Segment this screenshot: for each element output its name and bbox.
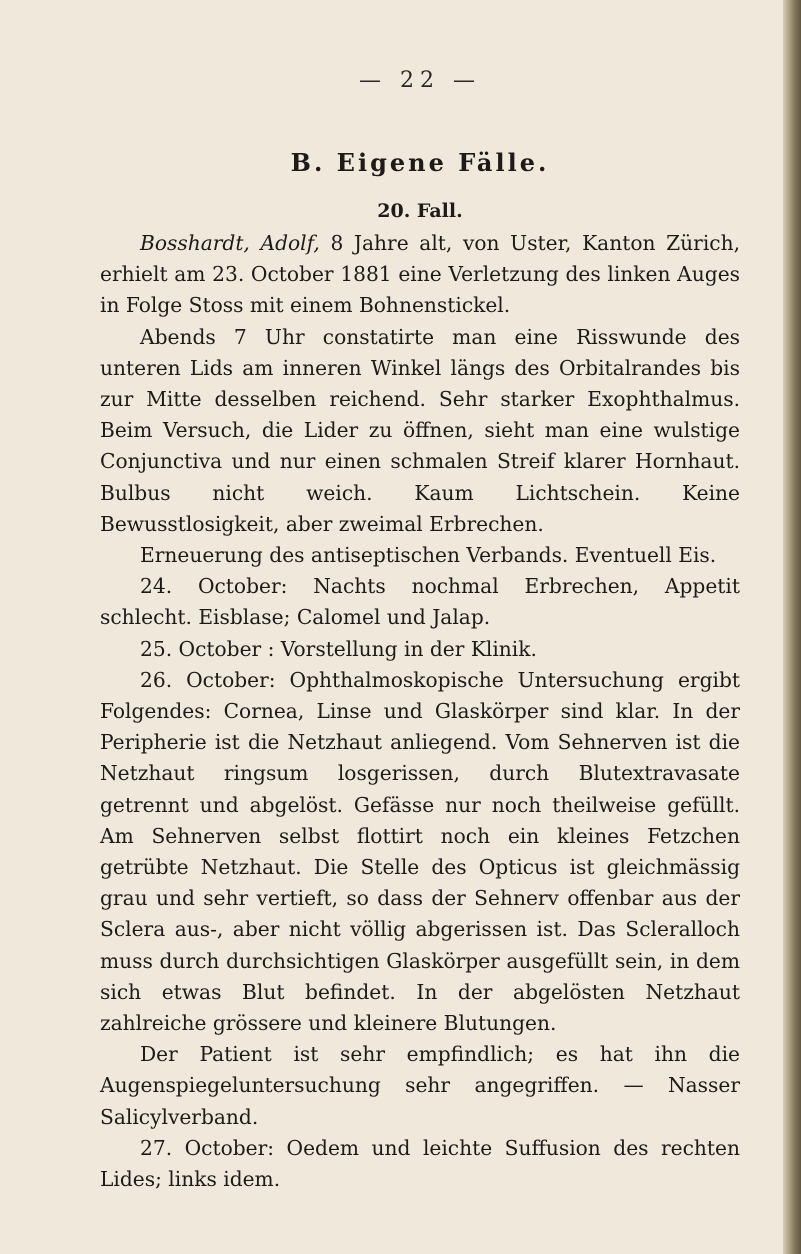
page-edge <box>783 0 801 1254</box>
paragraph-findings: Abends 7 Uhr constatirte man eine Risswunde des unteren Lids am inneren Winkel längs des Orbitalrandes bis zur Mitte desselben reichend. Sehr starker Exophthalmus. Beim Versuch, die Lider zu öffnen, sieht man eine wulstige Conjunctiva und nur einen schmalen Streif klarer Hornhaut. Bulbus nicht weich. Kaum Lichtschein. Keine Bewusstlosigkeit, aber zweimal Erbrechen. <box>100 324 740 536</box>
patient-surname: Bosshardt, <box>140 231 250 255</box>
patient-firstname: Adolf, <box>260 231 320 255</box>
page-number: — 22 — <box>359 68 481 93</box>
paragraph-patient: Der Patient ist sehr empfindlich; es hat ihn die Augenspiegeluntersuchung sehr angegriffen. — Nasser Salicylverband. <box>100 1042 740 1129</box>
section-heading: B. Eigene Fälle. <box>290 148 550 177</box>
paragraph-oct-27: 27. October: Oedem und leichte Suffusion des rechten Lides; links idem. <box>100 1135 740 1192</box>
paragraph-oct-25: 25. October : Vorstellung in der Klinik. <box>140 636 537 661</box>
intro-text: 8 Jahre alt, von Uster, Kanton Zürich, erhielt am 23. October 1881 eine Verletzung des linken Auges in Folge Stoss mit einem Bohnenstickel. <box>100 231 740 318</box>
paragraph-oct-24: 24. October: Nachts nochmal Erbrechen, Appetit schlecht. Eisblase; Calomel und Jalap. <box>100 574 740 630</box>
case-title: 20. Fall. <box>377 200 463 222</box>
paragraph-oct-26: 26. October: Ophthalmoskopische Untersuchung ergibt Folgendes: Cornea, Linse und Glaskörper sind klar. In der Peripherie ist die Netzhaut anliegend. Vom Sehnerven ist die Netzhaut ringsum losgerissen, durch Blutextravasate getrennt und abgelöst. Gefässe nur noch theilweise gefüllt. Am Sehnerven selbst flottirt noch ein kleines Fetzchen getrübte Netzhaut. Die Stelle des Opticus ist gleichmässig grau und sehr vertieft, so dass der Sehnerv offenbar aus der Sclera aus-, aber nicht völlig abgerissen ist. Das Scleralloch muss durch durchsichtigen Glaskörper ausgefüllt sein, in dem sich etwas Blut befindet. In der abgelösten Netzhaut zahlreiche grössere und kleinere Blutungen. <box>100 667 740 1036</box>
paragraph-intro <box>100 228 740 322</box>
body-text <box>100 228 740 1195</box>
paragraph-treatment: Erneuerung des antiseptischen Verbands. Eventuell Eis. <box>140 543 717 568</box>
